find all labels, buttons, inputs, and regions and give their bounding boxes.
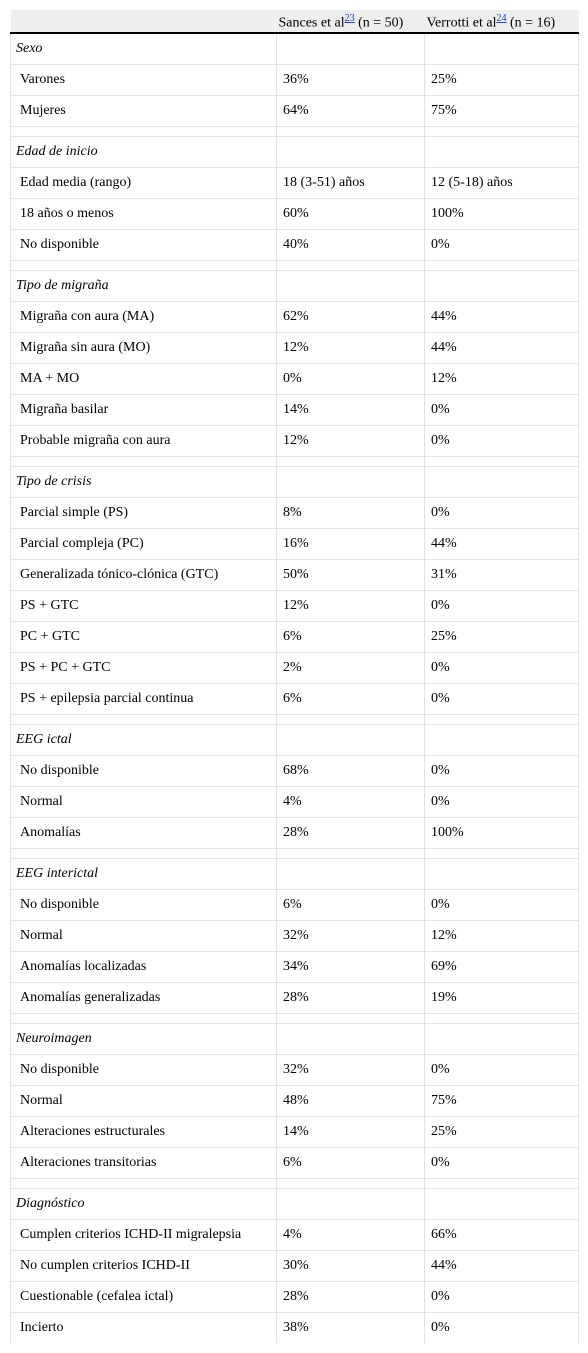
table-row <box>11 982 579 1013</box>
ref-link-23[interactable]: 23 <box>344 12 355 24</box>
sances-value: 32% <box>277 920 425 951</box>
row-label: No disponible <box>11 755 277 786</box>
spacer-cell <box>425 1013 579 1023</box>
table-body <box>11 33 579 1343</box>
sances-value: 32% <box>277 1054 425 1085</box>
verrotti-value: 12 (5-18) años <box>425 167 579 198</box>
section-header-row <box>11 466 579 497</box>
sances-value: 34% <box>277 951 425 982</box>
sances-value: 2% <box>277 652 425 683</box>
section-empty-cell <box>277 1023 425 1054</box>
sances-value: 6% <box>277 683 425 714</box>
section-empty-cell <box>425 33 579 64</box>
row-label: No disponible <box>11 229 277 260</box>
section-empty-cell <box>425 270 579 301</box>
verrotti-value: 44% <box>425 301 579 332</box>
row-label: Generalizada tónico-clónica (GTC) <box>11 559 277 590</box>
sances-value: 68% <box>277 755 425 786</box>
spacer-cell <box>277 1013 425 1023</box>
row-label: Anomalías generalizadas <box>11 982 277 1013</box>
row-label: MA + MO <box>11 363 277 394</box>
table-row <box>11 301 579 332</box>
spacer-cell <box>425 456 579 466</box>
section-spacer <box>11 714 579 724</box>
sances-value: 6% <box>277 621 425 652</box>
section-title: Diagnóstico <box>11 1188 277 1219</box>
sances-value: 50% <box>277 559 425 590</box>
table-row <box>11 425 579 456</box>
row-label: Normal <box>11 1085 277 1116</box>
row-label: PS + PC + GTC <box>11 652 277 683</box>
sances-value: 28% <box>277 1281 425 1312</box>
section-spacer <box>11 1178 579 1188</box>
header-sances-label: Sances et al <box>278 15 345 31</box>
sances-value: 14% <box>277 1116 425 1147</box>
sances-value: 12% <box>277 425 425 456</box>
spacer-cell <box>11 848 277 858</box>
table-row <box>11 198 579 229</box>
row-label: No cumplen criterios ICHD-II <box>11 1250 277 1281</box>
verrotti-value: 100% <box>425 817 579 848</box>
table-row <box>11 394 579 425</box>
table-row <box>11 1054 579 1085</box>
verrotti-value: 0% <box>425 889 579 920</box>
table-row <box>11 363 579 394</box>
table-row <box>11 95 579 126</box>
row-label: Normal <box>11 920 277 951</box>
sances-value: 6% <box>277 1147 425 1178</box>
table-row <box>11 1281 579 1312</box>
section-empty-cell <box>277 466 425 497</box>
spacer-cell <box>425 714 579 724</box>
spacer-cell <box>11 260 277 270</box>
verrotti-value: 100% <box>425 198 579 229</box>
sances-value: 28% <box>277 817 425 848</box>
table-row <box>11 528 579 559</box>
section-spacer <box>11 456 579 466</box>
section-title: EEG ictal <box>11 724 277 755</box>
table-row <box>11 889 579 920</box>
table-row <box>11 1219 579 1250</box>
table-row <box>11 1147 579 1178</box>
table-row <box>11 817 579 848</box>
sances-value: 60% <box>277 198 425 229</box>
section-title: Tipo de migraña <box>11 270 277 301</box>
header-sances <box>277 10 425 33</box>
verrotti-value: 25% <box>425 1116 579 1147</box>
section-title: EEG interictal <box>11 858 277 889</box>
section-header-row <box>11 858 579 889</box>
sances-value: 36% <box>277 64 425 95</box>
spacer-cell <box>11 1013 277 1023</box>
verrotti-value: 19% <box>425 982 579 1013</box>
row-label: 18 años o menos <box>11 198 277 229</box>
table-row <box>11 1312 579 1343</box>
section-empty-cell <box>425 136 579 167</box>
table-row <box>11 229 579 260</box>
section-header-row <box>11 136 579 167</box>
verrotti-value: 44% <box>425 1250 579 1281</box>
section-empty-cell <box>425 466 579 497</box>
table-header <box>11 10 579 33</box>
verrotti-value: 0% <box>425 1312 579 1343</box>
sances-value: 16% <box>277 528 425 559</box>
row-label: Edad media (rango) <box>11 167 277 198</box>
table-row <box>11 755 579 786</box>
spacer-cell <box>425 1178 579 1188</box>
verrotti-value: 44% <box>425 528 579 559</box>
spacer-cell <box>425 126 579 136</box>
section-empty-cell <box>425 1023 579 1054</box>
sances-value: 64% <box>277 95 425 126</box>
table-row <box>11 951 579 982</box>
verrotti-value: 0% <box>425 497 579 528</box>
row-label: Varones <box>11 64 277 95</box>
row-label: Normal <box>11 786 277 817</box>
spacer-cell <box>277 1178 425 1188</box>
verrotti-value: 0% <box>425 755 579 786</box>
section-empty-cell <box>277 33 425 64</box>
verrotti-value: 69% <box>425 951 579 982</box>
sances-value: 12% <box>277 332 425 363</box>
header-verrotti-n: (n = 16) <box>506 15 556 31</box>
section-header-row <box>11 1023 579 1054</box>
row-label: Migraña basilar <box>11 394 277 425</box>
section-empty-cell <box>277 724 425 755</box>
row-label: Parcial simple (PS) <box>11 497 277 528</box>
table-row <box>11 167 579 198</box>
section-empty-cell <box>425 858 579 889</box>
verrotti-value: 0% <box>425 590 579 621</box>
sances-value: 38% <box>277 1312 425 1343</box>
row-label: Parcial compleja (PC) <box>11 528 277 559</box>
sances-value: 18 (3-51) años <box>277 167 425 198</box>
verrotti-value: 25% <box>425 621 579 652</box>
verrotti-value: 0% <box>425 683 579 714</box>
verrotti-value: 25% <box>425 64 579 95</box>
spacer-cell <box>11 714 277 724</box>
header-sances-n: (n = 50) <box>354 15 404 31</box>
row-label: PC + GTC <box>11 621 277 652</box>
header-empty-cell <box>11 10 277 33</box>
row-label: PS + GTC <box>11 590 277 621</box>
section-header-row <box>11 33 579 64</box>
table-row <box>11 920 579 951</box>
table-row <box>11 786 579 817</box>
section-empty-cell <box>425 1188 579 1219</box>
table-container <box>10 10 578 1343</box>
section-empty-cell <box>277 1188 425 1219</box>
sances-value: 6% <box>277 889 425 920</box>
spacer-cell <box>277 126 425 136</box>
verrotti-value: 0% <box>425 425 579 456</box>
spacer-cell <box>425 260 579 270</box>
section-title: Neuroimagen <box>11 1023 277 1054</box>
row-label: Alteraciones estructurales <box>11 1116 277 1147</box>
section-empty-cell <box>277 858 425 889</box>
table-row <box>11 332 579 363</box>
sances-value: 62% <box>277 301 425 332</box>
row-label: No disponible <box>11 889 277 920</box>
section-title: Tipo de crisis <box>11 466 277 497</box>
row-label: No disponible <box>11 1054 277 1085</box>
spacer-cell <box>277 714 425 724</box>
sances-value: 12% <box>277 590 425 621</box>
verrotti-value: 0% <box>425 1147 579 1178</box>
row-label: Cumplen criterios ICHD-II migralepsia <box>11 1219 277 1250</box>
row-label: Alteraciones transitorias <box>11 1147 277 1178</box>
section-title: Edad de inicio <box>11 136 277 167</box>
row-label: Cuestionable (cefalea ictal) <box>11 1281 277 1312</box>
verrotti-value: 0% <box>425 1054 579 1085</box>
section-spacer <box>11 848 579 858</box>
row-label: Migraña con aura (MA) <box>11 301 277 332</box>
verrotti-value: 44% <box>425 332 579 363</box>
table-row <box>11 1116 579 1147</box>
spacer-cell <box>11 126 277 136</box>
spacer-cell <box>277 260 425 270</box>
sances-value: 4% <box>277 1219 425 1250</box>
comparison-table <box>10 10 579 1343</box>
verrotti-value: 0% <box>425 652 579 683</box>
verrotti-value: 0% <box>425 394 579 425</box>
header-verrotti-label: Verrotti et al <box>426 15 497 31</box>
row-label: Incierto <box>11 1312 277 1343</box>
table-row <box>11 652 579 683</box>
sances-value: 14% <box>277 394 425 425</box>
verrotti-value: 66% <box>425 1219 579 1250</box>
spacer-cell <box>425 848 579 858</box>
row-label: Mujeres <box>11 95 277 126</box>
verrotti-value: 0% <box>425 1281 579 1312</box>
section-header-row <box>11 724 579 755</box>
spacer-cell <box>11 1178 277 1188</box>
section-header-row <box>11 270 579 301</box>
section-empty-cell <box>277 136 425 167</box>
verrotti-value: 12% <box>425 363 579 394</box>
verrotti-value: 75% <box>425 95 579 126</box>
row-label: Probable migraña con aura <box>11 425 277 456</box>
spacer-cell <box>277 456 425 466</box>
table-row <box>11 559 579 590</box>
row-label: Anomalías <box>11 817 277 848</box>
sances-value: 28% <box>277 982 425 1013</box>
verrotti-value: 75% <box>425 1085 579 1116</box>
header-verrotti <box>425 10 579 33</box>
verrotti-value: 12% <box>425 920 579 951</box>
section-title: Sexo <box>11 33 277 64</box>
row-label: PS + epilepsia parcial continua <box>11 683 277 714</box>
table-row <box>11 64 579 95</box>
section-empty-cell <box>425 724 579 755</box>
section-header-row <box>11 1188 579 1219</box>
sances-value: 8% <box>277 497 425 528</box>
table-row <box>11 683 579 714</box>
table-row <box>11 1250 579 1281</box>
sances-value: 48% <box>277 1085 425 1116</box>
ref-link-24[interactable]: 24 <box>496 12 507 24</box>
spacer-cell <box>277 848 425 858</box>
table-row <box>11 497 579 528</box>
row-label: Migraña sin aura (MO) <box>11 332 277 363</box>
section-empty-cell <box>277 270 425 301</box>
section-spacer <box>11 126 579 136</box>
sances-value: 4% <box>277 786 425 817</box>
spacer-cell <box>11 456 277 466</box>
row-label: Anomalías localizadas <box>11 951 277 982</box>
table-row <box>11 1085 579 1116</box>
verrotti-value: 0% <box>425 229 579 260</box>
sances-value: 30% <box>277 1250 425 1281</box>
sances-value: 0% <box>277 363 425 394</box>
section-spacer <box>11 260 579 270</box>
sances-value: 40% <box>277 229 425 260</box>
verrotti-value: 31% <box>425 559 579 590</box>
verrotti-value: 0% <box>425 786 579 817</box>
table-row <box>11 621 579 652</box>
section-spacer <box>11 1013 579 1023</box>
table-row <box>11 590 579 621</box>
